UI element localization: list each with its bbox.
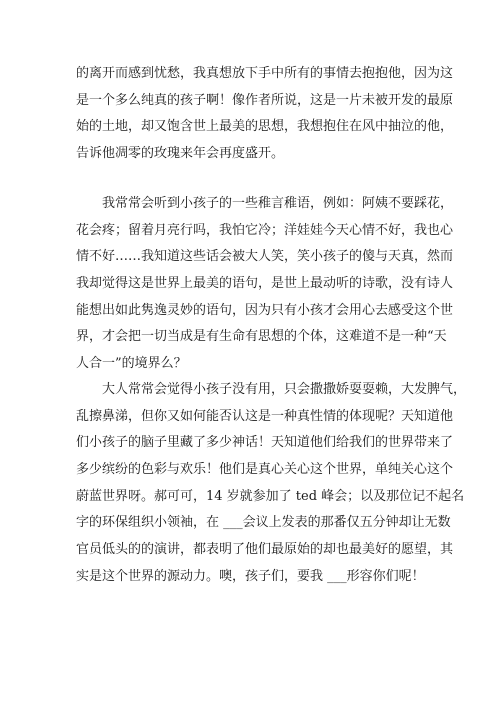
text-line: 们小孩子的脑子里藏了多少神话！天知道他们给我们的世界带来了 <box>76 435 454 451</box>
text-line: 实是这个世界的源动力。噢，孩子们，要我 ___形容你们呢！ <box>76 568 425 584</box>
text-line: 是一个多么纯真的孩子啊！像作者所说，这是一片未被开发的最原 <box>76 92 454 108</box>
text-line: 情不好……我知道这些话会被大人笑，笑小孩子的傻与天真，然而 <box>76 249 454 265</box>
text-line: 人合一”的境界么？ <box>76 356 187 372</box>
text-line: 多少缤纷的色彩与欢乐！他们是真心关心这个世界，单纯关心这个 <box>76 462 454 478</box>
text-line: 能想出如此隽逸灵妙的语句，因为只有小孩才会用心去感受这个世 <box>76 302 454 318</box>
text-line: 字的环保组织小领袖，在 ___会议上发表的那番仅五分钟却让无数 <box>76 515 451 531</box>
text-line: 乱擦鼻涕，但你又如何能否认这是一种真性情的体现呢？天知道他 <box>76 408 454 424</box>
text-line: 始的土地，却又饱含世上最美的思想，我想抱住在风中抽泣的他， <box>76 119 454 135</box>
paragraph-3 <box>76 377 467 591</box>
text-line: 蔚蓝世界呀。郝可可，14 岁就参加了 ted 峰会；以及那位记不起名 <box>76 488 465 504</box>
paragraph-2 <box>76 191 454 378</box>
text-line: 界，才会把一切当成是有生命有思想的个体，这难道不是一种“天 <box>76 329 447 345</box>
text-line: 花会疼；留着月亮行吗，我怕它冷；洋娃娃今天心情不好，我也心 <box>76 222 454 238</box>
paragraph-1 <box>76 61 454 168</box>
text-line: 的离开而感到忧愁，我真想放下手中所有的事情去抱抱他，因为这 <box>76 66 454 81</box>
text-line: 官员低头的的演讲，都表明了他们最原始的却也最美好的愿望，其 <box>76 542 454 558</box>
text-line: 我常常会听到小孩子的一些稚言稚语，例如：阿姨不要踩花， <box>76 196 454 211</box>
text-line: 告诉他凋零的玫瑰来年会再度盛开。 <box>76 146 285 162</box>
text-line: 我却觉得这是世界上最美的语句，是世上最动听的诗歌，没有诗人 <box>76 276 454 292</box>
text-line: 大人常常会觉得小孩子没有用，只会撒撒娇耍耍赖，大发脾气， <box>76 382 467 397</box>
